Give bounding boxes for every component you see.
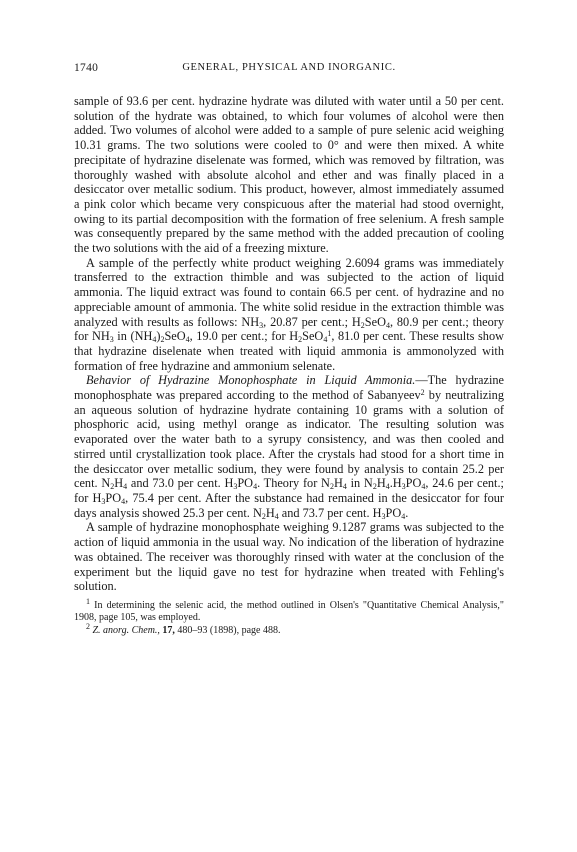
text: , 81.0 per cent. These results show that hydrazine diselenate when treated with liquid ammonia is ammonolyzed with formation of free hydrazine and ammonium selenate. — [74, 329, 504, 373]
subscript: 4 — [421, 482, 426, 492]
text: ) — [156, 329, 161, 344]
footnote-text: 480–93 (1898), page 488. — [174, 624, 281, 636]
subscript: 4 — [253, 482, 258, 492]
text: PO — [405, 476, 422, 491]
text: H — [265, 505, 275, 520]
text: , 19.0 per cent.; for H — [189, 329, 299, 344]
footnote-mark: 1 — [86, 596, 90, 606]
text: PO — [385, 505, 402, 520]
text: SeO — [164, 329, 186, 344]
running-header — [74, 62, 504, 82]
text: SeO — [302, 329, 324, 344]
text: .H — [389, 476, 402, 491]
subscript: 3 — [259, 320, 264, 330]
subscript: 3 — [233, 482, 238, 492]
footnote-2 — [74, 621, 504, 637]
subscript: 4 — [121, 496, 126, 506]
text: by neutralizing an aqueous solution of hydrazine hydrate containing 10 grams with a solution of phosphoric acid, using methyl orange as indicator. The resulting solution was evaporated over the water bath to a syrupy consistency, and was then cooled and stirred until crystallization took place. After the crystals had stood for a short time in the desiccator over metallic sodium, they were found by analysis to contain 25.2 per cent. N — [74, 388, 504, 491]
body-text — [74, 94, 504, 594]
running-title: GENERAL, PHYSICAL AND INORGANIC. — [182, 62, 396, 73]
paragraph-1: sample of 93.6 per cent. hydrazine hydrate was diluted with water until a 50 per cent. solution of the hydrate was obtained, to which four volumes of alcohol were then added. Two volumes of alcohol were added to a sample of pure selenic acid weighing 10.31 grams. The two solutions were cooled to 0° and were then mixed. A white precipitate of hydrazine diselenate was formed, which was removed by filtration, was thoroughly washed with absolute alcohol and ether and was finally placed in a desiccator over metallic sodium. This product, however, almost immediately assumed a pink color which became very conspicuous after the material had stood overnight, owing to its partial decomposition with the formation of free selenium. A fresh sample was consequently prepared by the same method with the added precaution of cooling the two solutions with the aid of a freezing mixture. — [74, 94, 504, 256]
text: SeO — [364, 314, 386, 329]
subscript: 3 — [101, 496, 106, 506]
subscript: 2 — [360, 320, 365, 330]
subscript: 2 — [329, 482, 334, 492]
paragraph-4: A sample of hydrazine monophosphate weighing 9.1287 grams was subjected to the action of liquid ammonia in the usual way. No indication of the liberation of hydrazine was obtained. The receiver was thoroughly rinsed with water at the conclusion of the experiment but the liquid gave no test for hydrazine when treated with Fehling's solution. — [74, 520, 504, 594]
subscript: 3 — [401, 482, 406, 492]
subscript: 2 — [110, 482, 115, 492]
subscript: 2 — [372, 482, 377, 492]
footnote-text: In determining the selenic acid, the method outlined in Olsen's "Quantitative Chemical Analysis," 1908, page 105, was employed. — [74, 599, 504, 624]
subscript: 4 — [401, 511, 406, 521]
text: PO — [105, 490, 122, 505]
subscript: 4 — [274, 511, 279, 521]
footnotes — [74, 596, 504, 637]
paragraph-2 — [74, 256, 504, 374]
footnote-ref-2: 2 — [420, 388, 425, 398]
page — [74, 62, 504, 637]
subscript: 4 — [123, 482, 128, 492]
subscript: 2 — [160, 335, 165, 345]
text: in N — [346, 476, 373, 491]
section-title: Behavior of Hydrazine Monophosphate in Liquid Ammonia. — [86, 373, 416, 388]
text: H — [114, 476, 124, 491]
subscript: 4 — [342, 482, 347, 492]
text: PO — [237, 476, 254, 491]
subscript: 4 — [323, 335, 328, 345]
text: . — [405, 505, 409, 520]
page-number: 1740 — [74, 62, 99, 74]
text: , 75.4 per cent. After the substance had remained in the desiccator for four days analysis showed 25.3 per cent. N — [74, 490, 504, 520]
text: —The hydrazine monophosphate was prepared according to the method of Sabanyeev — [74, 373, 504, 403]
text: , 80.9 per cent.; theory for NH — [74, 314, 505, 344]
subscript: 4 — [385, 482, 390, 492]
subscript: 3 — [109, 335, 114, 345]
volume: 17, — [159, 624, 175, 636]
subscript: 3 — [381, 511, 386, 521]
text: H — [333, 476, 343, 491]
footnote-1 — [74, 596, 504, 625]
text: , 20.87 per cent.; H — [263, 314, 361, 329]
journal-name: Z. anorg. Chem., — [92, 624, 160, 636]
text: H — [376, 476, 386, 491]
footnote-ref-1: 1 — [327, 329, 332, 339]
text: . Theory for N — [257, 476, 330, 491]
subscript: 4 — [152, 335, 157, 345]
text: and 73.7 per cent. H — [278, 505, 382, 520]
text: A sample of the perfectly white product weighing 2.6094 grams was immediately transferred to the extraction thimble and was subjected to the action of liquid ammonia. The liquid extract was found to contain 66.5 per cent. of hydrazine and no appreciable amount of ammonia. The white solid residue in the extraction thimble was analyzed with results as follows: NH — [74, 255, 504, 329]
footnote-mark: 2 — [86, 621, 90, 631]
subscript: 4 — [185, 335, 190, 345]
text: in (NH — [113, 329, 153, 344]
subscript: 2 — [261, 511, 266, 521]
subscript: 2 — [298, 335, 303, 345]
text: , 24.6 per cent.; for H — [74, 476, 504, 505]
subscript: 4 — [385, 320, 390, 330]
text: and 73.0 per cent. H — [127, 476, 234, 491]
paragraph-3 — [74, 373, 504, 520]
